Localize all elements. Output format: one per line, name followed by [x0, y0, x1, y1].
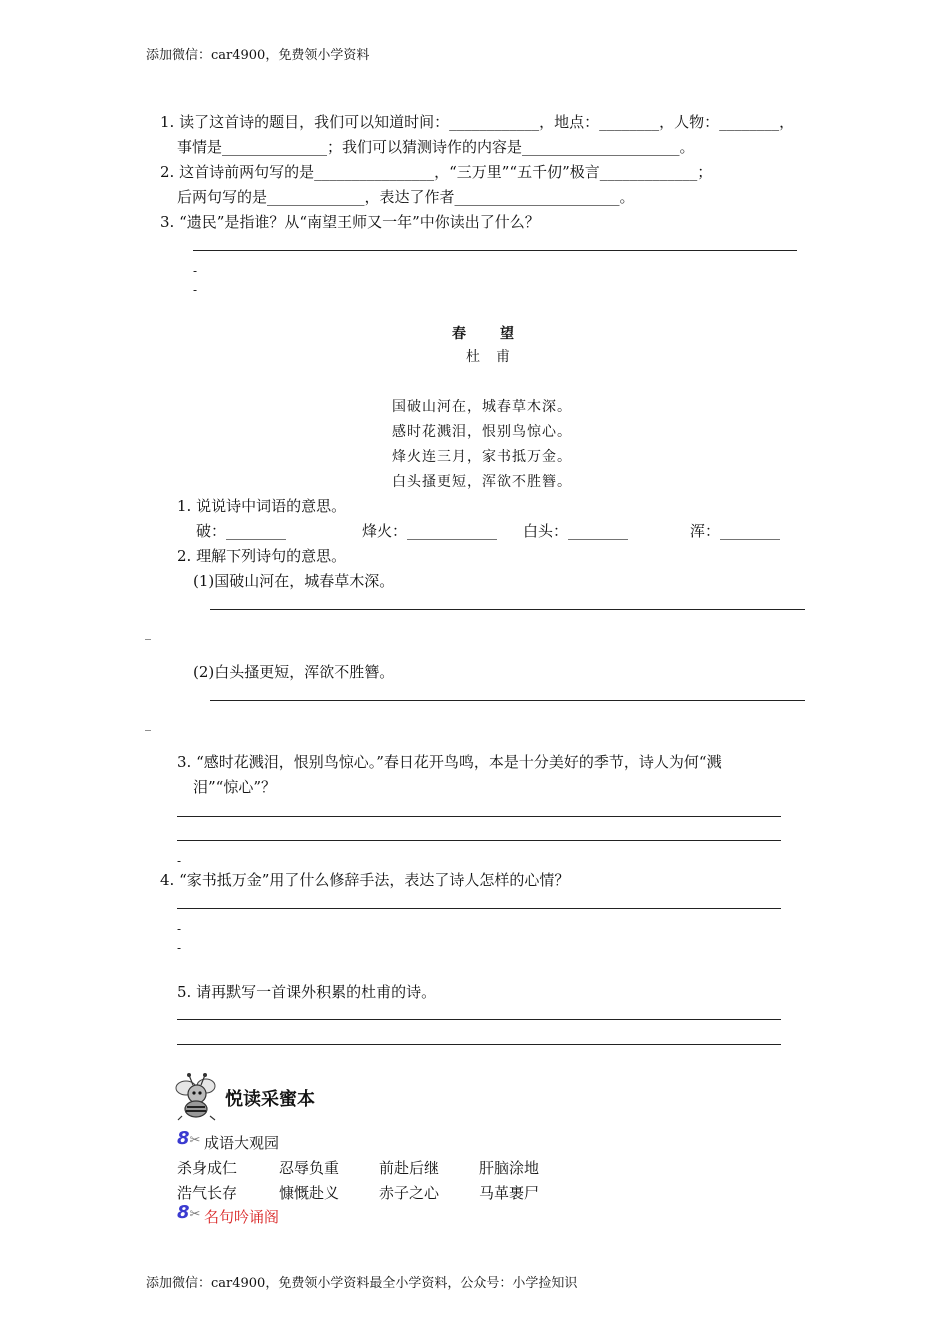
answer-line	[177, 1019, 781, 1020]
dash-mark: -	[177, 941, 182, 955]
quotes-title: 名句吟诵阁	[204, 1208, 280, 1226]
answer-line	[177, 1044, 781, 1045]
decorative-number-icon: 8✂	[177, 1128, 201, 1149]
bee-icon	[172, 1070, 222, 1122]
s2-q5: 5. 请再默写一首课外积累的杜甫的诗。	[177, 983, 437, 1001]
idiom-item: 杀身成仁	[177, 1159, 238, 1177]
dash-mark: _	[145, 626, 151, 640]
answer-line	[177, 908, 781, 909]
dash-mark: -	[193, 283, 198, 297]
q2-line1: 2. 这首诗前两句写的是________________，“三万里”“五千仞”极言_____________；	[160, 163, 713, 181]
poem-line: 感时花溅泪，恨别鸟惊心。	[392, 424, 572, 440]
q2-line2: 后两句写的是_____________，表达了作者______________________。	[177, 188, 635, 206]
dash-mark: -	[193, 264, 198, 278]
footer-text: 添加微信：car4900，免费领小学资料最全小学资料，公众号：小学捡知识	[146, 1276, 578, 1291]
s2-q3-line2: 泪”“惊心”？	[193, 778, 277, 796]
idiom-item: 肝脑涂地	[479, 1159, 540, 1177]
idioms-title: 成语大观园	[204, 1134, 280, 1152]
idiom-item: 慷慨赴义	[279, 1184, 340, 1202]
s2-q3-line1: 3. “感时花溅泪，恨别鸟惊心。”春日花开鸟鸣，本是十分美好的季节，诗人为何“溅	[177, 753, 722, 771]
answer-line	[193, 250, 797, 251]
s2-q2-a: (1)国破山河在，城春草木深。	[193, 572, 395, 590]
poem-line: 国破山河在，城春草木深。	[392, 399, 572, 415]
s2-q2: 2. 理解下列诗句的意思。	[177, 547, 347, 565]
term-hun: 浑：________	[690, 522, 781, 540]
poem-line: 烽火连三月，家书抵万金。	[392, 449, 572, 465]
poem-title: 春 望	[452, 326, 516, 342]
dash-mark: -	[177, 854, 182, 868]
idiom-item: 前赴后继	[379, 1159, 440, 1177]
q3-question: 3. “遗民”是指谁？从“南望王师又一年”中你读出了什么？	[160, 213, 540, 231]
idiom-item: 赤子之心	[379, 1184, 440, 1202]
poem-author: 杜 甫	[466, 349, 511, 365]
answer-line	[177, 816, 781, 817]
idiom-item: 忍辱负重	[279, 1159, 340, 1177]
header-text: 添加微信：car4900，免费领小学资料	[146, 48, 370, 63]
answer-line	[210, 609, 805, 610]
dash-mark: -	[177, 922, 182, 936]
poem-line: 白头搔更短，浑欲不胜簪。	[392, 474, 572, 490]
answer-line	[177, 840, 781, 841]
decorative-number-icon: 8✂	[177, 1202, 201, 1223]
reading-banner: 悦读采蜜本	[225, 1089, 315, 1110]
q1-line2: 事情是______________；我们可以猜测诗作的内容是_____________________。	[177, 138, 695, 156]
q1-line1: 1. 读了这首诗的题目，我们可以知道时间：____________，地点：________，人物：________，	[160, 113, 795, 131]
idiom-item: 浩气长存	[177, 1184, 238, 1202]
term-fenghuo: 烽火：____________	[362, 522, 498, 540]
s2-q2-b: (2)白头搔更短，浑欲不胜簪。	[193, 663, 395, 681]
answer-line	[210, 700, 805, 701]
term-baitou: 白头：________	[523, 522, 629, 540]
s2-q1: 1. 说说诗中词语的意思。	[177, 497, 347, 515]
dash-mark: _	[145, 717, 151, 731]
term-po: 破：________	[196, 522, 287, 540]
s2-q4: 4. “家书抵万金”用了什么修辞手法，表达了诗人怎样的心情？	[160, 871, 570, 889]
idiom-item: 马革裹尸	[479, 1184, 540, 1202]
